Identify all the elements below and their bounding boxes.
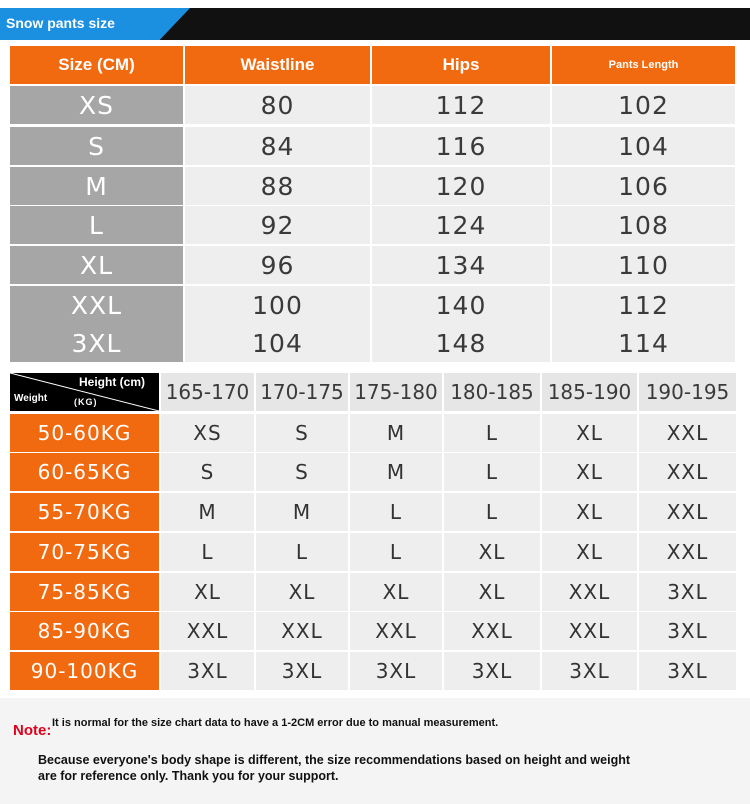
- recommended-size-cell: L: [444, 493, 540, 531]
- recommended-size-cell: XL: [444, 573, 540, 611]
- recommended-size-cell: M: [350, 453, 442, 491]
- recommended-size-cell: XL: [256, 573, 348, 611]
- recommended-size-cell: XXL: [350, 612, 442, 650]
- measurement-cell: 134: [372, 246, 550, 284]
- recommended-size-cell: XXL: [444, 612, 540, 650]
- recommended-size-cell: XL: [542, 493, 637, 531]
- weight-range-cell: 55-70KG: [10, 493, 159, 531]
- note-reference-text: Because everyone's body shape is different, the size recommendations based on height and weight are for reference only. Thank you for your support.: [38, 753, 631, 783]
- measurement-cell: 120: [372, 167, 550, 205]
- recommended-size-cell: M: [350, 414, 442, 452]
- recommended-size-cell: 3XL: [542, 652, 637, 690]
- size-label-cell: L: [10, 206, 183, 244]
- measurement-cell: 124: [372, 206, 550, 244]
- recommended-size-cell: XXL: [256, 612, 348, 650]
- measurement-cell: 148: [372, 324, 550, 362]
- size-table-header: Hips: [372, 46, 550, 84]
- recommended-size-cell: XL: [161, 573, 254, 611]
- size-table-header: Waistline: [185, 46, 370, 84]
- measurement-cell: 112: [372, 86, 550, 124]
- recommended-size-cell: L: [161, 533, 254, 571]
- recommended-size-cell: M: [256, 493, 348, 531]
- size-label-cell: XXL: [10, 286, 183, 324]
- size-label-cell: M: [10, 167, 183, 205]
- header-bar: [0, 8, 750, 40]
- measurement-cell: 96: [185, 246, 370, 284]
- measurement-cell: 112: [552, 286, 735, 324]
- recommended-size-cell: XL: [542, 414, 637, 452]
- recommended-size-cell: 3XL: [639, 652, 736, 690]
- recommended-size-cell: XXL: [639, 533, 736, 571]
- recommended-size-cell: 3XL: [639, 573, 736, 611]
- recommended-size-cell: M: [161, 493, 254, 531]
- recommended-size-cell: XXL: [542, 573, 637, 611]
- recommended-size-cell: S: [161, 453, 254, 491]
- measurement-cell: 92: [185, 206, 370, 244]
- page-title: Snow pants size: [6, 15, 115, 31]
- weight-range-cell: 60-65KG: [10, 453, 159, 491]
- size-table-header: Pants Length: [552, 46, 735, 84]
- recommended-size-cell: XXL: [639, 493, 736, 531]
- weight-range-cell: 85-90KG: [10, 612, 159, 650]
- measurement-cell: 102: [552, 86, 735, 124]
- measurement-cell: 100: [185, 286, 370, 324]
- height-range-header: 190-195: [639, 373, 736, 411]
- recommended-size-cell: L: [350, 493, 442, 531]
- recommended-size-cell: XXL: [542, 612, 637, 650]
- measurement-cell: 110: [552, 246, 735, 284]
- recommended-size-cell: L: [256, 533, 348, 571]
- kg-unit-label: (KG): [74, 397, 98, 407]
- recommended-size-cell: 3XL: [350, 652, 442, 690]
- weight-axis-label: Weight: [14, 393, 48, 404]
- measurement-cell: 88: [185, 167, 370, 205]
- size-label-cell: 3XL: [10, 324, 183, 362]
- size-table-header: Size (CM): [10, 46, 183, 84]
- size-label-cell: XL: [10, 246, 183, 284]
- measurement-cell: 114: [552, 324, 735, 362]
- measurement-cell: 140: [372, 286, 550, 324]
- weight-range-cell: 75-85KG: [10, 573, 159, 611]
- recommend-table-corner: [10, 373, 159, 411]
- height-range-header: 175-180: [350, 373, 442, 411]
- recommended-size-cell: XXL: [161, 612, 254, 650]
- recommended-size-cell: S: [256, 453, 348, 491]
- height-range-header: 170-175: [256, 373, 348, 411]
- recommended-size-cell: 3XL: [444, 652, 540, 690]
- recommended-size-cell: 3XL: [161, 652, 254, 690]
- measurement-cell: 106: [552, 167, 735, 205]
- measurement-cell: 104: [552, 127, 735, 165]
- recommended-size-cell: L: [350, 533, 442, 571]
- measurement-cell: 80: [185, 86, 370, 124]
- recommended-size-cell: XL: [444, 533, 540, 571]
- recommended-size-cell: XXL: [639, 414, 736, 452]
- recommended-size-cell: L: [444, 453, 540, 491]
- recommended-size-cell: 3XL: [639, 612, 736, 650]
- recommended-size-cell: XL: [542, 453, 637, 491]
- height-range-header: 180-185: [444, 373, 540, 411]
- recommended-size-cell: L: [444, 414, 540, 452]
- measurement-cell: 84: [185, 127, 370, 165]
- measurement-cell: 108: [552, 206, 735, 244]
- measurement-cell: 116: [372, 127, 550, 165]
- height-range-header: 165-170: [161, 373, 254, 411]
- recommended-size-cell: XXL: [639, 453, 736, 491]
- note-error-text: It is normal for the size chart data to have a 1-2CM error due to manual measurement.: [52, 717, 499, 729]
- weight-range-cell: 50-60KG: [10, 414, 159, 452]
- recommended-size-cell: XS: [161, 414, 254, 452]
- size-label-cell: S: [10, 127, 183, 165]
- note-label: Note:: [13, 722, 52, 739]
- weight-range-cell: 90-100KG: [10, 652, 159, 690]
- recommended-size-cell: 3XL: [256, 652, 348, 690]
- height-axis-label: Height (cm): [79, 375, 145, 389]
- recommended-size-cell: XL: [350, 573, 442, 611]
- height-range-header: 185-190: [542, 373, 637, 411]
- recommended-size-cell: S: [256, 414, 348, 452]
- recommended-size-cell: XL: [542, 533, 637, 571]
- weight-range-cell: 70-75KG: [10, 533, 159, 571]
- note-area: [0, 698, 750, 804]
- measurement-cell: 104: [185, 324, 370, 362]
- size-label-cell: XS: [10, 86, 183, 124]
